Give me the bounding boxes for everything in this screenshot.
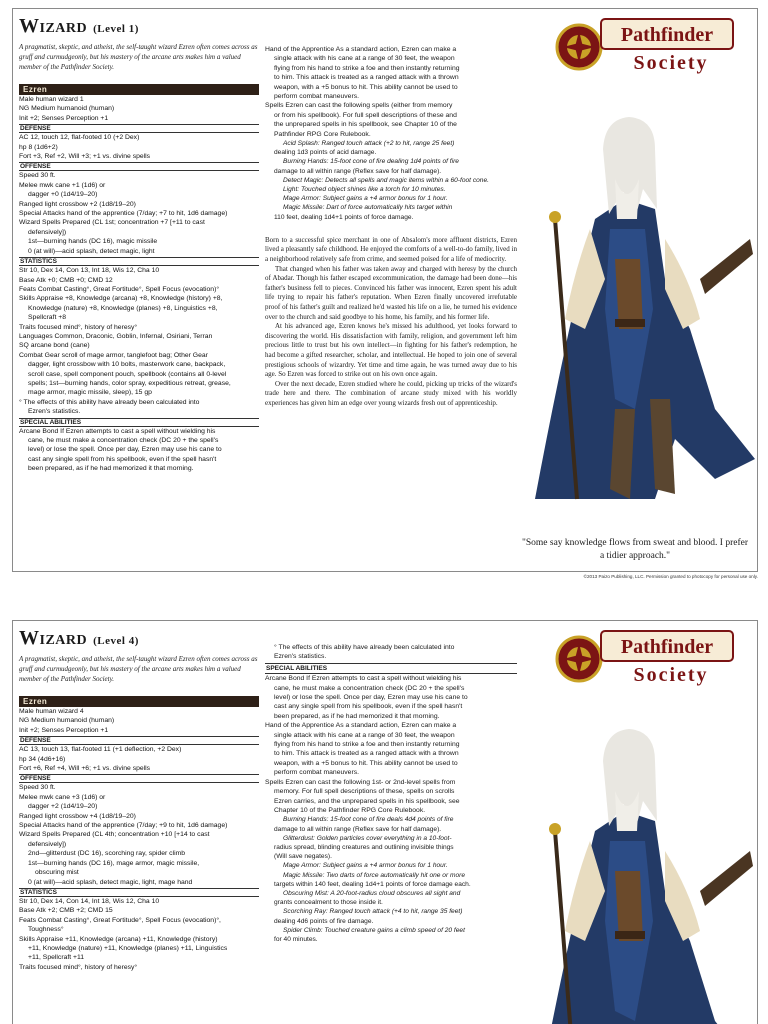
spell-list: Acid Splash: Ranged touch attack (+2 to hit, range 25 feet) dealing 1d3 points of acid damage. Burning Hands: 15-foot cone of fire dealing 1d4 points of fire damage to all within range (Reflex save for half damage). Detect Magic: Detects all spells and magic items within a 60-foot cone. Light: Touched object shines like a torch for 10 minutes. Mage Armor: Subject gains a +4 armor bonus for 1 hour. Magic Missile: Dart of force automatically hits target within 110 feet, dealing 1d4+1 points of force damage.: [274, 140, 489, 221]
pathfinder-society-logo: [545, 623, 735, 691]
special-abilities-block: Arcane Bond If Ezren attempts to cast a spell without wielding his cane, he must make a concentration check (DC 20 + the spell's level) or lose the spell. Once per day, Ezren may use his cane to cast any single spell from his spellbook, even if the spell hasn't been prepared, as if he had memorized it that morning.: [19, 427, 222, 473]
card-intro: A pragmatist, skeptic, and atheist, the self-taught wizard Ezren often comes across as gruff and curmudgeonly, but his mastery of the arcane arts makes him a valued member of the Pathfinder Society.: [19, 655, 258, 683]
stat-block-column: [19, 15, 259, 474]
character-card-level-1: [12, 8, 758, 572]
wizard-illustration: [515, 79, 755, 519]
svg-text:Pathfinder: Pathfinder: [620, 24, 714, 46]
wizard-illustration: [515, 691, 755, 1024]
defense-block: AC 12, touch 12, flat-footed 10 (+2 Dex) hp 8 (1d6+2) Fort +3, Ref +2, Will +3; +1 vs. divine spells: [19, 134, 151, 161]
character-quote: "Some say knowledge flows from sweat and blood. I prefer a tidier approach.": [521, 538, 748, 561]
identity-lines: Male human wizard 4 NG Medium humanoid (human) Init +2; Senses Perception +1: [19, 708, 115, 734]
svg-text:Pathfinder: Pathfinder: [620, 636, 714, 658]
character-card-level-4: [12, 620, 758, 1024]
card-title: Wizard (Level 4): [19, 627, 139, 649]
offense-block: Speed 30 ft. Melee mwk cane +1 (1d6) or dagger +0 (1d4/19–20) Ranged light crossbow +2 (1d8/19–20) Special Attacks hand of the apprentice (7/day; +7 to hit, 1d6 damage) Wizard Spells Prepared (CL 1st; concentration +7 [+11 to cast defensively]) 1st—burning hands (DC 16), magic missile 0 (at will)—acid splash, detect magic, light: [19, 172, 228, 255]
special-abilities-header: SPECIAL ABILITIES: [19, 418, 259, 427]
special-abilities-header: SPECIAL ABILITIES: [265, 663, 517, 674]
hand-of-apprentice-text: Hand of the Apprentice As a standard action, Ezren can make a single attack with his cane at a range of 30 feet, the weapon flying from his hand to strike a foe and then instantly returning to him. This attack is treated as a ranged attack with a thrown weapon, with a +5 bonus to hit. This ability cannot be used to perform combat maneuvers. Spells Ezren can cast the following spells (either from memory or from his spellbook). For full spell descriptions of these and the unprepared spells in his spellbook, see Chapter 10 of the Pathfinder RPG Core Rulebook.: [265, 46, 460, 138]
offense-header: OFFENSE: [19, 774, 259, 783]
statistics-header: STATISTICS: [19, 257, 259, 266]
identity-lines: Male human wizard 1 NG Medium humanoid (human) Init +2; Senses Perception +1: [19, 96, 115, 122]
statistics-block: Str 10, Dex 14, Con 14, Int 18, Wis 12, Cha 10 Base Atk +2; CMB +2; CMD 15 Feats Combat Casting°, Great Fortitude°, Spell Focus (evocation)°, Toughness° Skills Appraise +11, Knowledge (arcana) +11, Knowledge (history) +11, Knowledge (nature) +11, Knowledge (planes) +11, Linguistics +11, Spellcraft +11 Traits focused mind°, history of heresy°: [19, 897, 228, 971]
abilities-column: [265, 45, 517, 409]
spell-list: Burning Hands: 15-foot cone of fire deals 4d4 points of fire damage to all within range (Reflex save for half damage). Glitterdust: Golden particles cover everything in a 10-foot- radius spread, blinding creatures and outlining invisible things (Will save negates). Mage Armor: Subject gains a +4 armor bonus for 1 hour. Magic Missile: Two darts of force automatically hit one or more targets within 140 feet, dealing 1d4+1 points of force damage each. Obscuring Mist: A 20-foot-radius cloud obscures all sight and grants concealment to those inside it. Scorching Ray: Ranged touch attack (+4 to hit, range 35 feet) dealing 4d6 points of fire damage. Spider Climb: Touched creature gains a climb speed of 20 feet for 40 minutes.: [274, 816, 471, 943]
art-column: [515, 621, 755, 1024]
svg-text:Society: Society: [633, 664, 709, 686]
backstory: Born to a successful spice merchant in one of Absalom's more affluent districts, Ezren lived a pleasantly safe childhood. He enjoyed the comforts of a well-to-do family, lived in a neighborhood relatively safe from crime, and seemed poised for a life of mediocrity. That changed when his father was taken away and charged with heresy by the church of Abadar. Though his father escaped excommunication, the damage had been done—his father's business fell to pieces. Convinced his father was innocent, Ezren spent his adult life trying to repair his father's reputation. When Ezren finally uncovered irrefutable proof of his father's guilt and realized he'd wasted his life on a lie, he turned his evidence over to the church and said goodbye to his home, his family, and his former life. At his advanced age, Ezren knows he's missed his adulthood, yet looks forward to discovering the world. His dissatisfaction with family, religion, and government left him precious little to trust but his own intellect—in fighting for his father's redemption, he had become a gifted researcher, scholar, and intellectual. He hoped to join one of several prestigious schools of wizardry. Yet time and time again, he was turned away due to his age. So Ezren was forced to strike out on his own once again. Over the next decade, Ezren studied where he could, picking up tricks of the wizard's trade here and there. The combination of arcane study mixed with his worldly experiences has given him an edge over young wizards fresh out of apprenticeship.: [265, 235, 517, 407]
offense-header: OFFENSE: [19, 162, 259, 171]
art-column: [515, 9, 755, 571]
statistics-block: Str 10, Dex 14, Con 13, Int 18, Wis 12, Cha 10 Base Atk +0; CMB +0; CMD 12 Feats Combat Casting°, Great Fortitude°, Spell Focus (evocation)° Skills Appraise +8, Knowledge (arcana) +8, Knowledge (history) +8, Knowledge (nature) +8, Knowledge (planes) +8, Linguistics +8, Spellcraft +8 Traits focused mind°, history of heresy° Languages Common, Draconic, Goblin, Infernal, Osiriani, Terran SQ arcane bond (cane) Combat Gear scroll of mage armor, tanglefoot bag; Other Gear dagger, light crossbow with 10 bolts, masterwork cane, backpack, scroll case, spell component pouch, spellbook (contains all 0-level spells; 1st—burning hands, color spray, expeditious retreat, grease, mage armor, magic missile, sleep), 15 gp ° The effects of this ability have already been calculated into Ezren's statistics.: [19, 267, 231, 416]
pathfinder-society-logo: [545, 11, 735, 79]
card-intro: A pragmatist, skeptic, and atheist, the self-taught wizard Ezren often comes across as gruff and curmudgeonly, but his mastery of the arcane arts makes him a valued member of the Pathfinder Society.: [19, 43, 258, 71]
card-title: Wizard (Level 1): [19, 15, 139, 37]
stat-block-column: [19, 627, 259, 972]
defense-block: AC 13, touch 13, flat-footed 11 (+1 deflection, +2 Dex) hp 34 (4d6+16) Fort +6, Ref +4, Will +6; +1 vs. divine spells: [19, 746, 182, 773]
copyright-notice: ©2013 Paizo Publishing, LLC. Permission granted to photocopy for personal use only.: [583, 574, 758, 579]
character-name-bar: Ezren: [19, 84, 259, 95]
abilities-column: [265, 643, 517, 944]
character-name-bar: Ezren: [19, 696, 259, 707]
svg-text:Society: Society: [633, 52, 709, 74]
offense-block: Speed 30 ft. Melee mwk cane +3 (1d6) or dagger +2 (1d4/19–20) Ranged light crossbow +4 (1d8/19–20) Special Attacks hand of the apprentice (7/day; +9 to hit, 1d6 damage) Wizard Spells Prepared (CL 4th; concentration +10 [+14 to cast defensively]) 2nd—glitterdust (DC 16), scorching ray, spider climb 1st—burning hands (DC 16), mage armor, magic missile, obscuring mist 0 (at will)—acid splash, detect magic, light, mage hand: [19, 784, 228, 886]
defense-header: DEFENSE: [19, 736, 259, 745]
statistics-header: STATISTICS: [19, 888, 259, 897]
abilities-text: ° The effects of this ability have already been calculated into Ezren's statistics. SPECIAL ABILITIES Arcane Bond If Ezren attempts to cast a spell without wielding his cane, he must make a concentration check (DC 20 + the spell's level) or lose the spell. Once per day, Ezren may use his cane to cast any single spell from his spellbook, even if the spell hasn't been prepared, as if he had memorized it that morning. Hand of the Apprentice As a standard action, Ezren can make a single attack with his cane at a range of 30 feet, the weapon flying from his hand to strike a foe and then instantly returning to him. This attack is treated as a ranged attack with a thrown weapon, with a +5 bonus to hit. This ability cannot be used to perform combat maneuvers. Spells Ezren can cast the following 1st- or 2nd-level spells from memory. For full spell descriptions of these, spells on scrolls Ezren carries, and the unprepared spells in his spellbook, see Chapter 10 of the Pathfinder RPG Core Rulebook.: [265, 643, 517, 815]
defense-header: DEFENSE: [19, 124, 259, 133]
